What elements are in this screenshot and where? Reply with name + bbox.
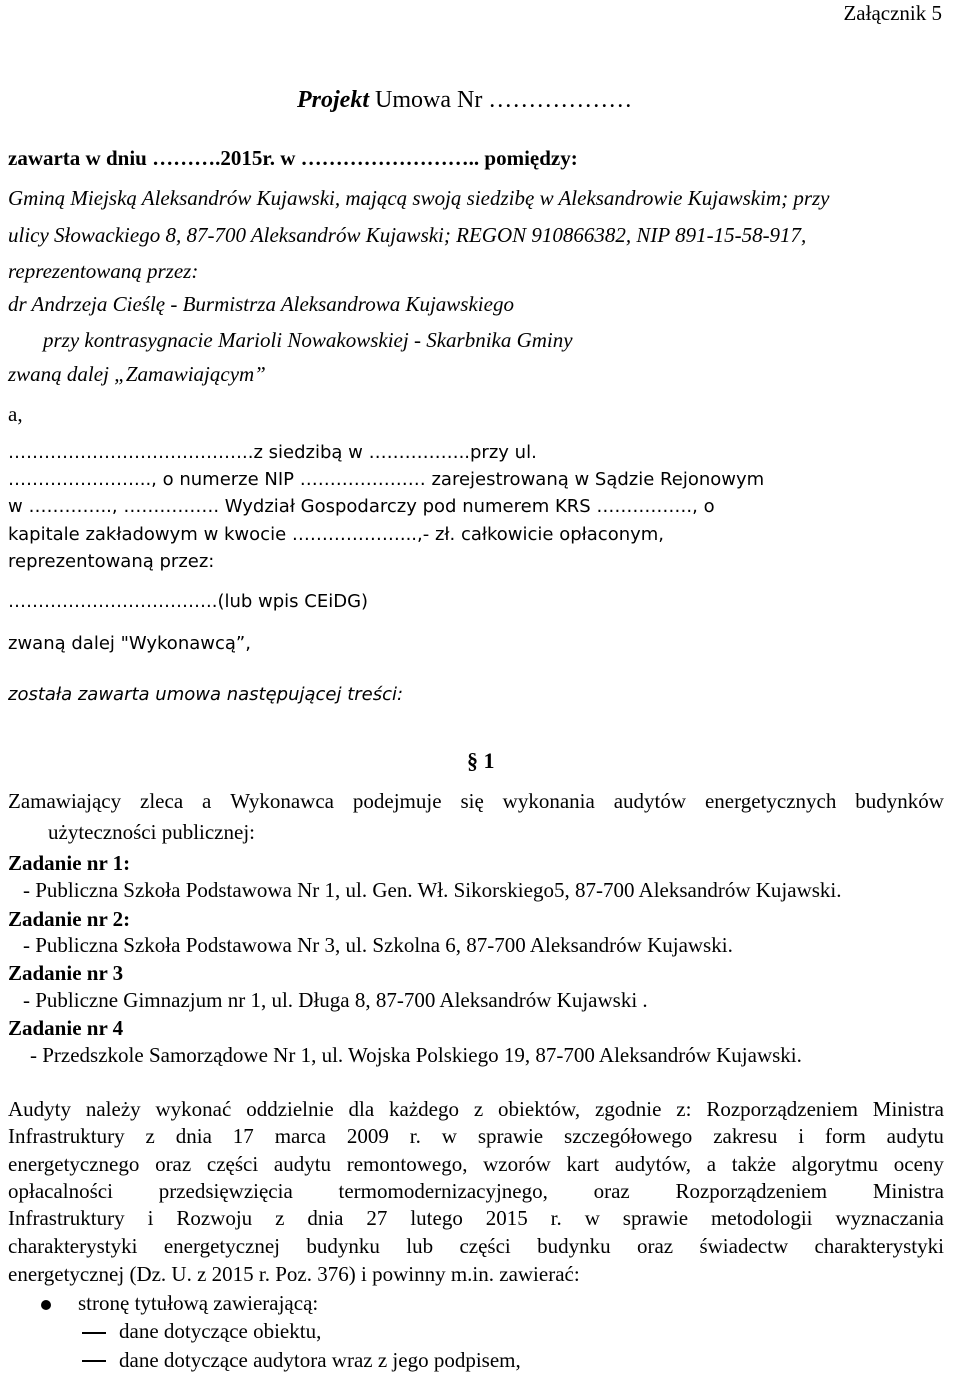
word: Zamawiający	[8, 789, 122, 813]
word: oraz	[155, 1152, 192, 1176]
word: opłacalności	[8, 1179, 113, 1203]
contract-header	[297, 88, 632, 112]
task-item: - Przedszkole Samorządowe Nr 1, ul. Wojska Polskiego 19, 87-700 Aleksandrów Kujawski.	[30, 1043, 802, 1067]
word: dnia	[175, 1124, 212, 1148]
word: szczegółowego	[564, 1124, 693, 1148]
word: z	[145, 1124, 155, 1148]
party1-alias: zwaną dalej „Zamawiającym”	[8, 362, 266, 386]
attachment-label: Załącznik 5	[843, 1, 942, 25]
party1-countersign: przy kontrasygnacie Marioli Nowakowskiej - Skarbnika Gminy	[43, 328, 573, 352]
word: dnia	[307, 1206, 344, 1230]
word: świadectw	[699, 1234, 789, 1258]
word: wykonać	[155, 1097, 232, 1121]
word: r.	[409, 1124, 421, 1148]
word: sprawie	[477, 1124, 544, 1148]
party1-line2: ulicy Słowackiego 8, 87-700 Aleksandrów Kujawski; REGON 910866382, NIP 891-15-58-917,	[8, 223, 807, 247]
word: sprawie	[622, 1206, 689, 1230]
word: budynków	[855, 789, 944, 813]
word: Wykonawca	[230, 789, 334, 813]
word: a	[202, 789, 212, 813]
party2-alias: zwaną dalej "Wykonawcą”,	[8, 633, 251, 654]
task-item: - Publiczna Szkoła Podstawowa Nr 1, ul. Gen. Wł. Sikorskiego5, 87-700 Aleksandrów Kujawski.	[23, 878, 842, 902]
word: remontowego,	[346, 1152, 468, 1176]
party2-line2: …………………..., o numerze NIP ………………… zarejestrowaną w Sądzie Rejonowym	[8, 469, 765, 490]
word: Rozwoju	[176, 1206, 253, 1230]
word: części	[206, 1152, 259, 1176]
conjunction: a,	[8, 402, 23, 426]
word: charakterystyki	[8, 1234, 138, 1258]
word: zgodnie	[594, 1097, 662, 1121]
word: przedsięwzięcia	[158, 1179, 293, 1203]
task-title: Zadanie nr 2:	[8, 907, 131, 931]
word: energetycznych	[704, 789, 837, 813]
word: obiektów,	[498, 1097, 581, 1121]
projekt-label: Projekt	[297, 87, 369, 113]
word: 17	[232, 1124, 254, 1148]
dash-item: dane dotyczące obiektu,	[119, 1319, 322, 1343]
word: Infrastruktury	[8, 1124, 125, 1148]
word: Infrastruktury	[8, 1206, 125, 1230]
paragraph-line: energetycznej (Dz. U. z 2015 r. Poz. 376) i powinny m.in. zawierać:	[8, 1262, 580, 1286]
word: kart	[566, 1152, 600, 1176]
word: audytu	[273, 1152, 332, 1176]
word: Ministra	[872, 1097, 944, 1121]
paragraph-line	[8, 1099, 944, 1120]
party1-representative: dr Andrzeja Cieślę - Burmistrza Aleksandrowa Kujawskiego	[8, 292, 514, 316]
word: i	[798, 1124, 805, 1148]
word: audytów	[613, 789, 687, 813]
paragraph-line	[8, 1181, 944, 1202]
word: każdego	[389, 1097, 459, 1121]
bullet-item: stronę tytułową zawierającą:	[78, 1291, 319, 1315]
word: termomodernizacyjnego,	[338, 1179, 548, 1203]
word: w	[441, 1124, 457, 1148]
intro-line: została zawarta umowa następującej treści:	[8, 684, 404, 705]
party2-line5: reprezentowaną przez:	[8, 551, 215, 572]
word: oddzielnie	[246, 1097, 334, 1121]
word: wykonania	[502, 789, 595, 813]
word: także	[731, 1152, 777, 1176]
word: 27	[366, 1206, 388, 1230]
word: audytów,	[614, 1152, 692, 1176]
word: z	[275, 1206, 285, 1230]
paragraph-line	[8, 1154, 944, 1175]
task-title: Zadanie nr 4	[8, 1016, 124, 1040]
word: lub	[406, 1234, 434, 1258]
word: 2015	[485, 1206, 528, 1230]
word: r.	[550, 1206, 562, 1230]
word: metodologii	[711, 1206, 813, 1230]
contract-date-line: zawarta w dniu ……….2015r. w …………………….. pomiędzy:	[8, 146, 578, 170]
word: wzorów	[483, 1152, 551, 1176]
word: oraz	[593, 1179, 630, 1203]
word: budynku	[537, 1234, 611, 1258]
word: marca	[274, 1124, 326, 1148]
word: lutego	[410, 1206, 463, 1230]
task-title: Zadanie nr 3	[8, 961, 124, 985]
party2-line6: ……………………………..(lub wpis CEiDG)	[8, 591, 369, 612]
task-item: - Publiczne Gimnazjum nr 1, ul. Długa 8, 87-700 Aleksandrów Kujawski .	[23, 988, 648, 1012]
dash-icon	[82, 1332, 106, 1334]
word: się	[460, 789, 484, 813]
word: należy	[85, 1097, 141, 1121]
dash-icon	[82, 1360, 106, 1362]
word: oraz	[636, 1234, 674, 1258]
paragraph-line	[8, 1208, 944, 1229]
word: dla	[348, 1097, 375, 1121]
dash-item: dane dotyczące audytora wraz z jego podpisem,	[119, 1348, 521, 1372]
word: Audyty	[8, 1097, 71, 1121]
word: 2009	[346, 1124, 389, 1148]
task-item: - Publiczna Szkoła Podstawowa Nr 3, ul. Szkolna 6, 87-700 Aleksandrów Kujawski.	[23, 933, 733, 957]
word: zakresu	[713, 1124, 778, 1148]
word: charakterystyki	[814, 1234, 944, 1258]
paragraph-line	[8, 1236, 944, 1257]
party2-line4: kapitale zakładowym w kwocie ………………...,- zł. całkowicie opłaconym,	[8, 524, 665, 545]
umowa-label: Umowa Nr ………………	[375, 87, 633, 113]
word: Rozporządzeniem	[706, 1097, 858, 1121]
word: z:	[676, 1097, 692, 1121]
word: audytu	[886, 1124, 944, 1148]
party2-line3: w ………….., ……………. Wydział Gospodarczy pod numerem KRS ……………., o	[8, 496, 715, 517]
word: oceny	[893, 1152, 944, 1176]
word: części	[459, 1234, 511, 1258]
task-title: Zadanie nr 1:	[8, 851, 131, 875]
sec1-line1	[8, 791, 944, 812]
word: energetycznego	[8, 1152, 140, 1176]
party1-line1: Gminą Miejską Aleksandrów Kujawski, mającą swoją siedzibę w Aleksandrowie Kujawskim; przy	[8, 186, 830, 210]
word: w	[584, 1206, 600, 1230]
word: algorytmu	[791, 1152, 879, 1176]
word: podejmuje	[352, 789, 442, 813]
word: wyznaczania	[835, 1206, 944, 1230]
section-heading: § 1	[467, 748, 495, 773]
sec1-line2: użyteczności publicznej:	[48, 820, 255, 844]
word: Ministra	[872, 1179, 944, 1203]
word: energetycznej	[163, 1234, 281, 1258]
word: a	[706, 1152, 717, 1176]
party1-line3: reprezentowaną przez:	[8, 259, 199, 283]
word: budynku	[306, 1234, 380, 1258]
paragraph-line	[8, 1126, 944, 1147]
party2-line1: …………………………………..z siedzibą w ……………..przy ul.	[8, 442, 537, 463]
word: form	[824, 1124, 866, 1148]
word: zleca	[140, 789, 184, 813]
word: Rozporządzeniem	[675, 1179, 828, 1203]
word: z	[473, 1097, 484, 1121]
word: i	[147, 1206, 154, 1230]
bullet-icon	[41, 1300, 51, 1310]
